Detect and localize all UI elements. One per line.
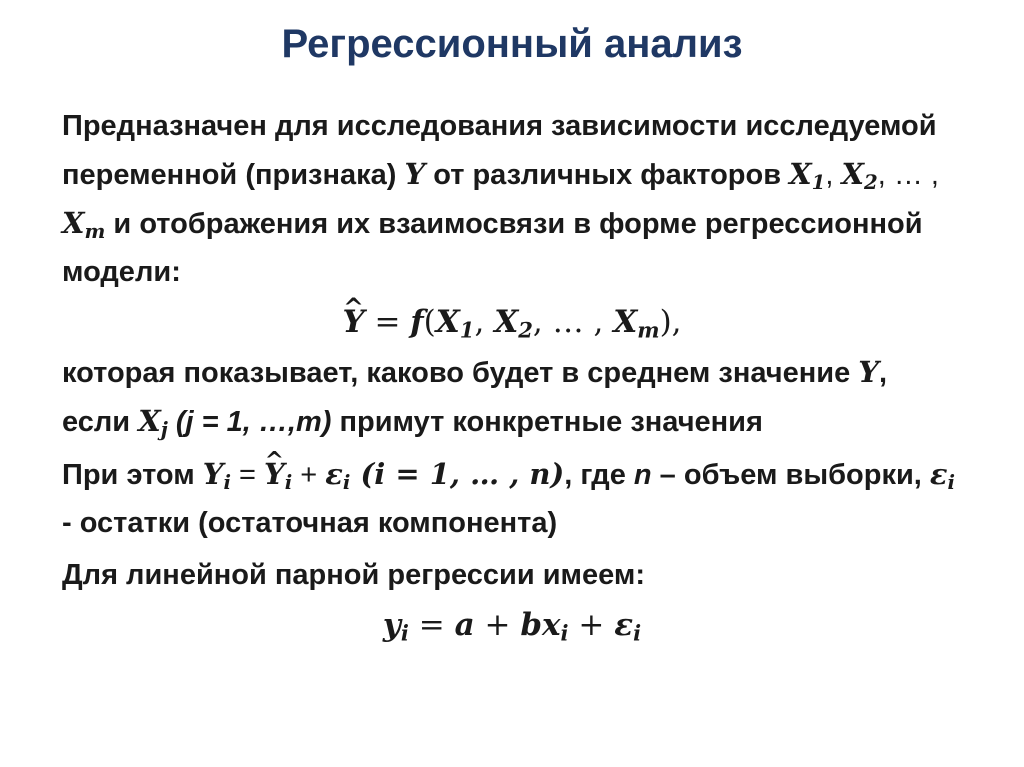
factor-x2: $X_2$ [841,157,878,194]
factor-x1: $X_1$ [789,157,826,194]
y-hat: ^ Y [342,296,364,348]
paragraph-meaning: которая показывает, каково будет в среднем значение Y, если $X_j$ (j = 1, …,m) примут конкретные значения [62,355,888,441]
slide-content [62,102,962,651]
slide-title: Регрессионный анализ [281,22,743,66]
linear-regression-formula: $y_i = a + bx_i + \varepsilon_i$ [382,607,642,646]
var-Y: Y [404,157,426,191]
paragraph-definition: Предназначен для исследования зависимости исследуемой переменной (признака) Y от различных факторов $X_1$, $X_2$, … , $X_m$ и отображения их взаимосвязи в форме регрессионной модели: [62,110,939,288]
paragraph-linear: Для линейной парной регрессии имеем: [62,559,645,591]
regression-model-formula: ^ $Y = f(X_1$, $X_2$, … , $X_m$), [62,296,962,348]
factor-xm: $X_m$ [62,206,106,243]
paragraph-residuals: При этом $Y_i$ = ^ $Y_i + \varepsilon_i$ (i = 1, … , n), где n – объем выборки, $\varepsilon_i$ - остатки (остаточная компонента) [62,450,962,547]
